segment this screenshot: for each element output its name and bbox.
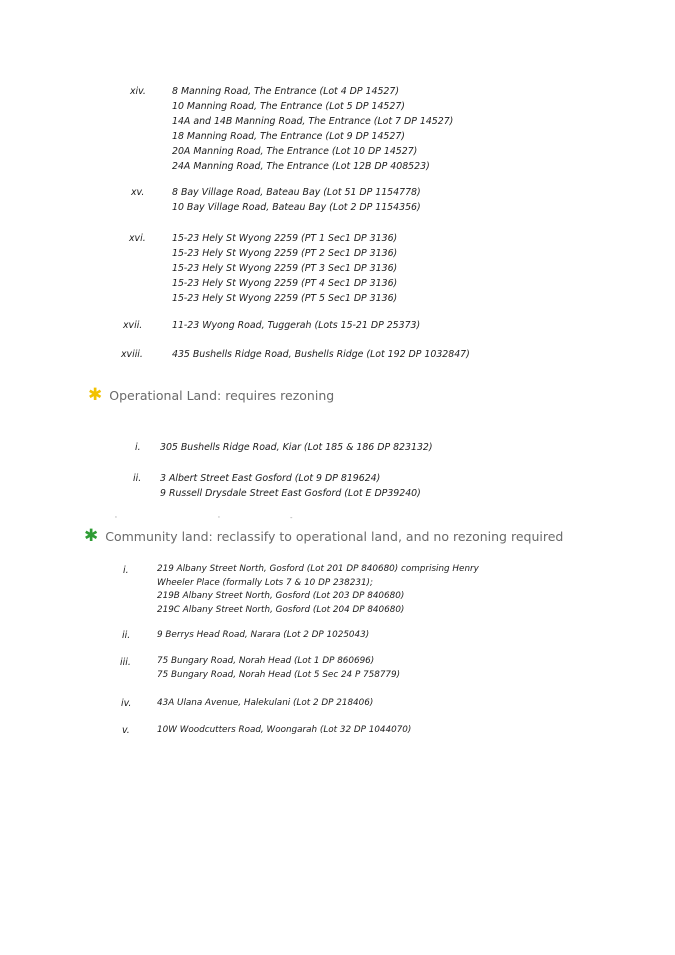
address-line: 219B Albany Street North, Gosford (Lot 203 DP 840680) (157, 591, 405, 601)
heading-text: Community land: reclassify to operational land, and no rezoning required (105, 529, 564, 544)
asterisk-bullet-icon: ✱ (88, 385, 103, 405)
address-line: 10 Bay Village Road, Bateau Bay (Lot 2 DP 1154356) (172, 202, 421, 213)
section-heading-community-land (84, 528, 563, 545)
address-line: 20A Manning Road, The Entrance (Lot 10 DP 14527) (172, 146, 418, 157)
address-line: 14A and 14B Manning Road, The Entrance (Lot 7 DP 14527) (172, 116, 454, 127)
address-line: 10W Woodcutters Road, Woongarah (Lot 32 DP 1044070) (157, 725, 412, 735)
list-item (160, 440, 433, 455)
list-numeral: xvi. (129, 233, 146, 244)
list-numeral: i. (123, 565, 129, 576)
address-line: 18 Manning Road, The Entrance (Lot 9 DP 14527) (172, 131, 405, 142)
address-line: 24A Manning Road, The Entrance (Lot 12B DP 408523) (172, 161, 430, 172)
list-numeral: xv. (131, 187, 145, 198)
list-item (157, 696, 373, 711)
list-item (157, 628, 369, 643)
address-line: 15-23 Hely St Wyong 2259 (PT 1 Sec1 DP 3136) (172, 233, 398, 244)
address-line: 15-23 Hely St Wyong 2259 (PT 3 Sec1 DP 3136) (172, 263, 398, 274)
address-line: 15-23 Hely St Wyong 2259 (PT 2 Sec1 DP 3136) (172, 248, 398, 259)
section-heading-operational-land (88, 387, 334, 404)
address-line: 435 Bushells Ridge Road, Bushells Ridge (Lot 192 DP 1032847) (172, 349, 470, 360)
address-line: 10 Manning Road, The Entrance (Lot 5 DP 14527) (172, 101, 405, 112)
list-item (172, 185, 421, 215)
address-line: 11-23 Wyong Road, Tuggerah (Lots 15-21 DP 25373) (172, 320, 421, 331)
address-line: 9 Berrys Head Road, Narara (Lot 2 DP 1025043) (157, 630, 370, 640)
address-line: 8 Manning Road, The Entrance (Lot 4 DP 14527) (172, 86, 399, 97)
list-numeral: ii. (133, 473, 142, 484)
address-line: 75 Bungary Road, Norah Head (Lot 5 Sec 24 P 758779) (157, 669, 401, 680)
scan-speck: ' (218, 515, 220, 523)
list-item (172, 231, 397, 306)
scan-speck: ' (115, 515, 117, 523)
list-item (160, 471, 421, 501)
list-numeral: ii. (122, 630, 131, 641)
list-numeral: iii. (120, 657, 131, 668)
list-item (172, 318, 420, 333)
list-item (157, 563, 479, 617)
address-line: 3 Albert Street East Gosford (Lot 9 DP 819624) (160, 473, 381, 484)
address-line: 15-23 Hely St Wyong 2259 (PT 5 Sec1 DP 3136) (172, 293, 398, 304)
address-line: Wheeler Place (formally Lots 7 & 10 DP 238231); (157, 577, 373, 588)
list-item (172, 347, 470, 362)
list-numeral: v. (122, 725, 130, 736)
address-line: 305 Bushells Ridge Road, Kiar (Lot 185 & 186 DP 823132) (160, 442, 433, 453)
heading-text: Operational Land: requires rezoning (109, 388, 335, 403)
list-item (157, 655, 400, 682)
address-line: 8 Bay Village Road, Bateau Bay (Lot 51 DP 1154778) (172, 187, 421, 198)
address-line: 9 Russell Drysdale Street East Gosford (Lot E DP39240) (160, 488, 421, 499)
address-line: 219 Albany Street North, Gosford (Lot 201 DP 840680) comprising Henry (157, 564, 479, 574)
address-line: 75 Bungary Road, Norah Head (Lot 1 DP 860696) (157, 656, 375, 666)
list-numeral: xiv. (130, 86, 146, 97)
list-numeral: xviii. (121, 349, 143, 360)
scan-speck: - (290, 514, 293, 522)
asterisk-bullet-icon: ✱ (84, 526, 99, 546)
address-line: 15-23 Hely St Wyong 2259 (PT 4 Sec1 DP 3136) (172, 278, 398, 289)
list-item (172, 84, 453, 174)
address-line: 43A Ulana Avenue, Halekulani (Lot 2 DP 218406) (157, 698, 374, 708)
list-numeral: iv. (121, 698, 132, 709)
list-numeral: xvii. (123, 320, 143, 331)
address-line: 219C Albany Street North, Gosford (Lot 204 DP 840680) (157, 604, 405, 615)
list-item (157, 723, 411, 738)
list-numeral: i. (135, 442, 141, 453)
